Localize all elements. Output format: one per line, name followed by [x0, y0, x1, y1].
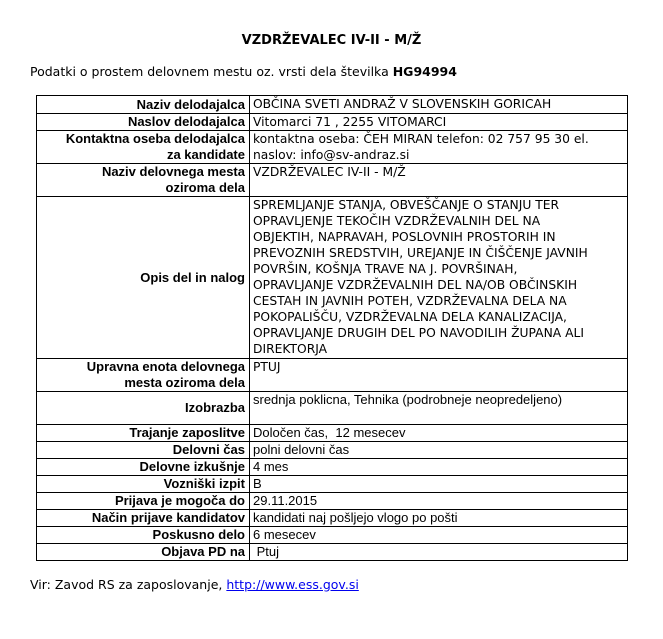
table-row: [37, 510, 628, 527]
source-line: [30, 577, 359, 592]
row-label: Kontaktna oseba delodajalca za kandidate: [37, 131, 250, 164]
row-label: Naziv delovnega mesta oziroma dela: [37, 164, 250, 197]
row-value: OBČINA SVETI ANDRAŽ V SLOVENSKIH GORICAH: [250, 96, 628, 114]
row-value: Ptuj: [250, 544, 628, 561]
table-row: [37, 392, 628, 425]
row-value: VZDRŽEVALEC IV-II - M/Ž: [250, 164, 628, 197]
table-row: [37, 164, 628, 197]
row-value: 6 mesecev: [250, 527, 628, 544]
row-label: Opis del in nalog: [37, 197, 250, 359]
table-row: [37, 459, 628, 476]
table-row: [37, 131, 628, 164]
row-value: 29.11.2015: [250, 493, 628, 510]
document-title: VZDRŽEVALEC IV-II - M/Ž: [241, 33, 422, 48]
table-row: [37, 425, 628, 442]
row-label: Poskusno delo: [37, 527, 250, 544]
row-label: Naziv delodajalca: [37, 96, 250, 114]
intro-line: [30, 64, 457, 79]
row-label: Upravna enota delovnega mesta oziroma dela: [37, 359, 250, 392]
row-value: PTUJ: [250, 359, 628, 392]
row-value: Določen čas, 12 mesecev: [250, 425, 628, 442]
table-row: [37, 359, 628, 392]
row-value: Vitomarci 71 , 2255 VITOMARCI: [250, 114, 628, 131]
table-row: [37, 493, 628, 510]
table-row: [37, 442, 628, 459]
intro-text: Podatki o prostem delovnem mestu oz. vrsti dela številka: [30, 64, 389, 79]
table-row: [37, 544, 628, 561]
table-row: [37, 527, 628, 544]
row-value: B: [250, 476, 628, 493]
row-value: kontaktna oseba: ČEH MIRAN telefon: 02 757 95 30 el. naslov: info@sv-andraz.si: [250, 131, 628, 164]
table-row: [37, 114, 628, 131]
table-row: [37, 96, 628, 114]
vacancy-table: [36, 95, 628, 561]
row-value: kandidati naj pošljejo vlogo po pošti: [250, 510, 628, 527]
source-link[interactable]: http://www.ess.gov.si: [226, 577, 359, 592]
row-label: Delovni čas: [37, 442, 250, 459]
row-label: Vozniški izpit: [37, 476, 250, 493]
vacancy-code: HG94994: [392, 64, 457, 79]
row-label: Trajanje zaposlitve: [37, 425, 250, 442]
row-value: srednja poklicna, Tehnika (podrobneje neopredeljeno): [250, 392, 628, 425]
table-row: [37, 476, 628, 493]
row-value: 4 mes: [250, 459, 628, 476]
row-label: Izobrazba: [37, 392, 250, 425]
row-label: Naslov delodajalca: [37, 114, 250, 131]
row-value: polni delovni čas: [250, 442, 628, 459]
row-label: Delovne izkušnje: [37, 459, 250, 476]
source-text: Vir: Zavod RS za zaposlovanje,: [30, 577, 223, 592]
row-label: Način prijave kandidatov: [37, 510, 250, 527]
row-value: SPREMLJANJE STANJA, OBVEŠČANJE O STANJU TER OPRAVLJENJE TEKOČIH VZDRŽEVALNIH DEL NA OBJEKTIH, NAPRAVAH, POSLOVNIH PROSTORIH IN PREVOZNIH SREDSTVIH, UREJANJE IN ČIŠČENJE JAVNIH POVRŠIN, KOŠNJA TRAVE NA J. POVRŠINAH, OPRAVLJANJE VZDRŽEVALNIH DEL NA/OB OBČINSKIH CESTAH IN JAVNIH POTEH, VZDRŽEVALNA DELA NA POKOPALIŠČU, VZDRŽEVALNA DELA KANALIZACIJA, OPRAVLJANJE DRUGIH DEL PO NAVODILIH ŽUPANA ALI DIREKTORJA: [250, 197, 628, 359]
row-label: Prijava je mogoča do: [37, 493, 250, 510]
table-row: [37, 197, 628, 359]
row-label: Objava PD na: [37, 544, 250, 561]
